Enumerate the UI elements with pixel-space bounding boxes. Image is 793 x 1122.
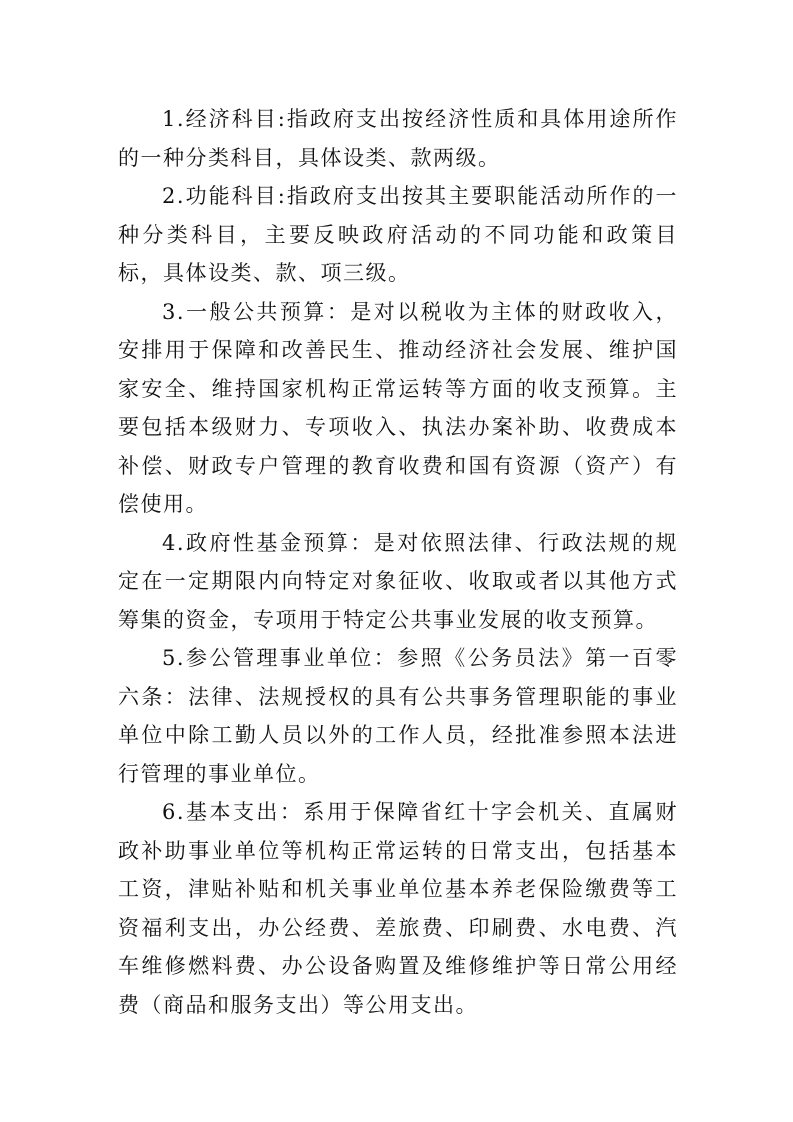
paragraph-functional-classification: 2.功能科目:指政府支出按其主要职能活动所作的一种分类科目，主要反映政府活动的不同功能和政策目标，具体设类、款、项三级。 [118,184,678,285]
paragraph-civil-service-managed-units: 5.参公管理事业单位：参照《公务员法》第一百零六条：法律、法规授权的具有公共事务管理职能的事业单位中除工勤人员以外的工作人员，经批准参照本法进行管理的事业单位。 [118,646,678,786]
paragraph-economic-classification: 1.经济科目:指政府支出按经济性质和具体用途所作的一种分类科目，具体设类、款两级。 [118,107,678,170]
paragraph-basic-expenditure: 6.基本支出：系用于保障省红十字会机关、直属财政补助事业单位等机构正常运转的日常支出，包括基本工资，津贴补贴和机关事业单位基本养老保险缴费等工资福利支出，办公经费、差旅费、印刷费、水电费、汽车维修燃料费、办公设备购置及维修维护等日常公用经费（商品和服务支出）等公用支出。 [118,800,678,1017]
paragraph-general-public-budget: 3.一般公共预算：是对以税收为主体的财政收入，安排用于保障和改善民生、推动经济社会发展、维护国家安全、维持国家机构正常运转等方面的收支预算。主要包括本级财力、专项收入、执法办案补助、收费成本补偿、财政专户管理的教育收费和国有资源（资产）有偿使用。 [118,299,678,516]
document-body [118,100,678,1024]
paragraph-government-fund-budget: 4.政府性基金预算：是对依照法律、行政法规的规定在一定期限内向特定对象征收、收取或者以其他方式筹集的资金，专项用于特定公共事业发展的收支预算。 [118,530,678,632]
